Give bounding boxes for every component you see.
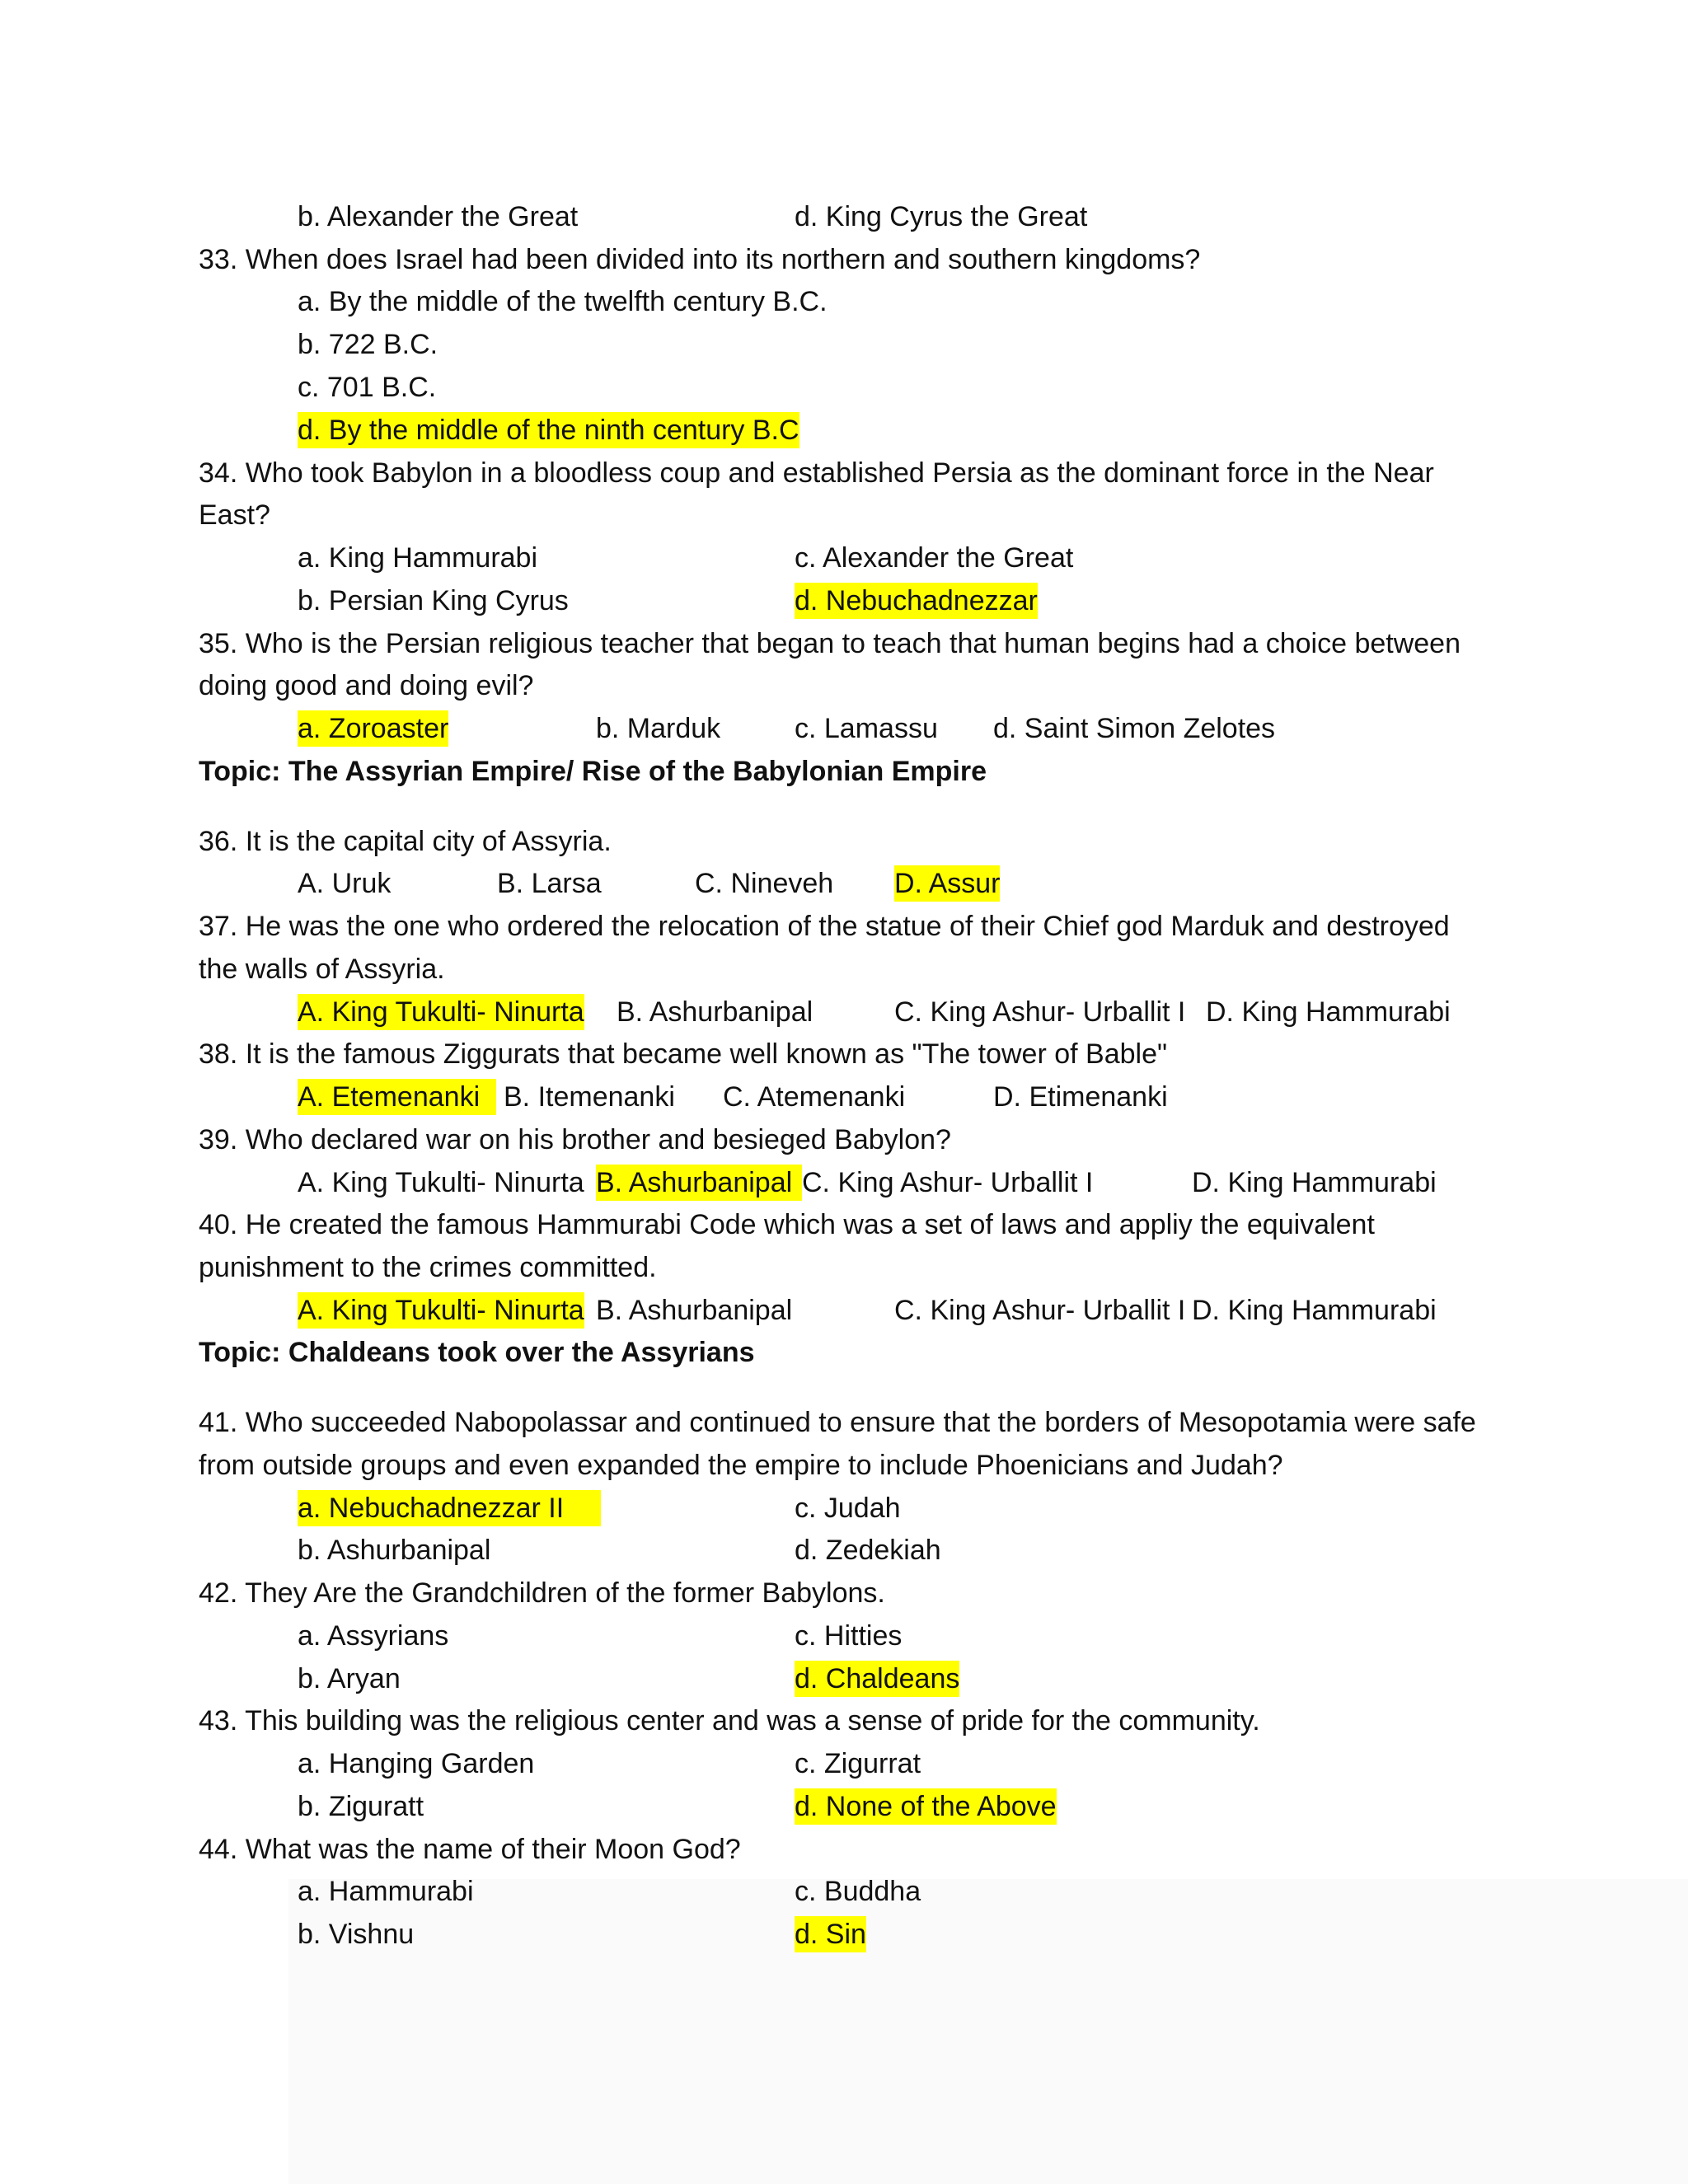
question-39: 39. Who declared war on his brother and besieged Babylon? [199, 1124, 951, 1155]
option-d: d. Saint Simon Zelotes [993, 713, 1276, 744]
option-b: b. 722 B.C. [298, 329, 438, 360]
option-d: D. King Hammurabi [1206, 996, 1451, 1028]
question-41: 41. Who succeeded Nabopolassar and continued to ensure that the borders of Mesopotamia were safe [199, 1407, 1476, 1438]
option-c: c. Judah [795, 1493, 901, 1524]
option-c: c. Hitties [795, 1620, 903, 1652]
option-b: b. Alexander the Great [298, 201, 579, 232]
highlighted-answer: d. None of the Above [795, 1788, 1057, 1825]
option-c: c. Zigurrat [795, 1748, 921, 1779]
option-c: C. Atemenanki [723, 1081, 906, 1113]
topic-heading: Topic: The Assyrian Empire/ Rise of the Babylonian Empire [199, 756, 987, 787]
highlighted-answer: d. Chaldeans [795, 1661, 959, 1697]
question-40: 40. He created the famous Hammurabi Code which was a set of laws and appliy the equivalent [199, 1209, 1375, 1240]
question-35-cont: doing good and doing evil? [199, 670, 534, 701]
option-c: c. Lamassu [795, 713, 938, 744]
option-b: b. Aryan [298, 1663, 401, 1694]
question-37-cont: the walls of Assyria. [199, 954, 445, 985]
highlighted-answer: B. Ashurbanipal [596, 1165, 802, 1201]
question-38: 38. It is the famous Ziggurats that became well known as "The tower of Bable" [199, 1038, 1168, 1070]
question-43: 43. This building was the religious center and was a sense of pride for the community. [199, 1705, 1260, 1736]
highlighted-answer: a. Zoroaster [298, 710, 448, 747]
highlighted-answer: A. King Tukulti- Ninurta [298, 1292, 584, 1329]
question-35: 35. Who is the Persian religious teacher that began to teach that human begins had a choice between [199, 628, 1461, 659]
option-a: a. By the middle of the twelfth century B.C. [298, 286, 828, 317]
highlighted-answer: a. Nebuchadnezzar II [298, 1490, 601, 1526]
highlighted-answer: d. Nebuchadnezzar [795, 583, 1038, 619]
option-b: B. Itemenanki [504, 1081, 675, 1113]
option-c: C. King Ashur- Urballit I [894, 1295, 1186, 1326]
option-c: c. Buddha [795, 1876, 921, 1907]
option-a: a. Hammurabi [298, 1876, 474, 1907]
option-c: C. King Ashur- Urballit I [894, 996, 1186, 1028]
option-d: D. King Hammurabi [1192, 1167, 1437, 1198]
option-c: c. 701 B.C. [298, 372, 437, 403]
option-d: D. King Hammurabi [1192, 1295, 1437, 1326]
option-d: d. King Cyrus the Great [795, 201, 1088, 232]
option-b: b. Ashurbanipal [298, 1535, 491, 1566]
option-a: A. King Tukulti- Ninurta [298, 1167, 584, 1198]
option-a: a. Assyrians [298, 1620, 449, 1652]
option-b: B. Ashurbanipal [596, 1295, 793, 1326]
option-b: B. Larsa [497, 868, 602, 899]
option-d: d. Zedekiah [795, 1535, 941, 1566]
option-d: D. Etimenanki [993, 1081, 1168, 1113]
question-33: 33. When does Israel had been divided into its northern and southern kingdoms? [199, 244, 1201, 275]
option-b: b. Vishnu [298, 1919, 415, 1950]
highlighted-answer: d. By the middle of the ninth century B.C [298, 412, 799, 448]
option-c: c. Alexander the Great [795, 542, 1074, 574]
option-c: C. King Ashur- Urballit I [802, 1167, 1094, 1198]
question-42: 42. They Are the Grandchildren of the former Babylons. [199, 1577, 885, 1609]
question-37: 37. He was the one who ordered the relocation of the statue of their Chief god Marduk and destroyed [199, 911, 1450, 942]
option-b: B. Ashurbanipal [617, 996, 814, 1028]
question-34-cont: East? [199, 499, 270, 531]
highlighted-answer: D. Assur [894, 865, 1000, 902]
question-40-cont: punishment to the crimes committed. [199, 1252, 657, 1283]
option-b: b. Ziguratt [298, 1791, 424, 1822]
question-44: 44. What was the name of their Moon God? [199, 1834, 741, 1865]
option-a: a. Hanging Garden [298, 1748, 535, 1779]
topic-heading: Topic: Chaldeans took over the Assyrians [199, 1337, 755, 1368]
highlighted-answer: A. Etemenanki [298, 1079, 496, 1115]
option-a: a. King Hammurabi [298, 542, 538, 574]
highlighted-answer: A. King Tukulti- Ninurta [298, 994, 584, 1030]
option-b: b. Marduk [596, 713, 721, 744]
option-a: A. Uruk [298, 868, 392, 899]
option-c: C. Nineveh [695, 868, 834, 899]
question-34: 34. Who took Babylon in a bloodless coup and established Persia as the dominant force in the Near [199, 457, 1434, 489]
option-b: b. Persian King Cyrus [298, 585, 569, 616]
question-36: 36. It is the capital city of Assyria. [199, 826, 612, 857]
question-41-cont: from outside groups and even expanded the empire to include Phoenicians and Judah? [199, 1450, 1283, 1481]
highlighted-answer: d. Sin [795, 1916, 866, 1952]
page-shading [288, 1879, 1688, 2184]
